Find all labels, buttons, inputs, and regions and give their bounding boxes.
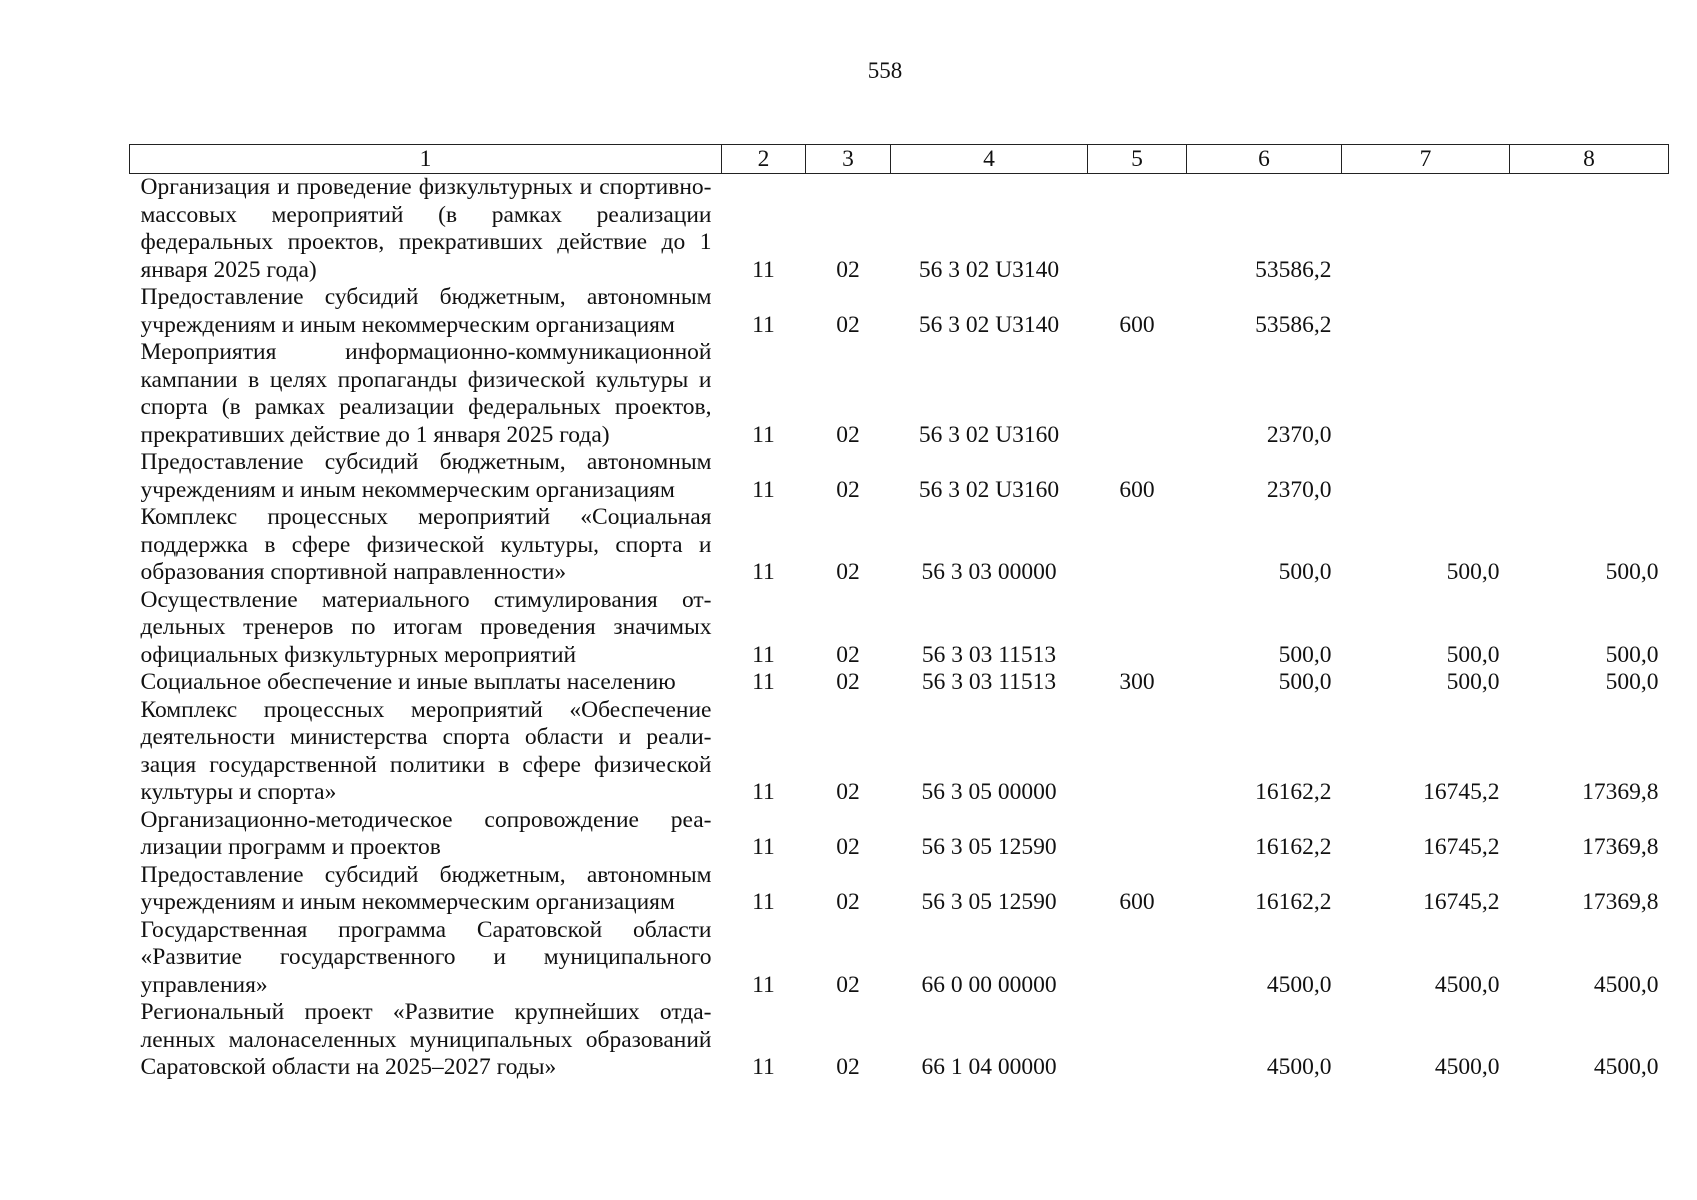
section-code: 11: [752, 256, 775, 283]
amount-col-8: 500,0: [1605, 641, 1659, 668]
section-code: 11: [752, 834, 775, 860]
amount-col-7: 4500,0: [1434, 1054, 1500, 1080]
subsection-code: 02: [836, 834, 860, 860]
expense-type-code: 300: [1119, 669, 1155, 695]
amount-col-8: 17369,8: [1582, 889, 1659, 915]
row-name: Осуществление материального стимулирования отдельных тренеров по итогам проведения значимых официальных физкультурных мероприятий: [140, 586, 712, 668]
amount-col-8: 4500,0: [1593, 971, 1659, 998]
expense-type-code: 600: [1119, 311, 1155, 338]
amount-col-7: 500,0: [1446, 641, 1500, 668]
expense-type-code: [1088, 587, 1187, 670]
expense-type-code: [1088, 339, 1187, 449]
amount-col-8: 17369,8: [1582, 834, 1659, 860]
amount-col-7: [1342, 449, 1510, 504]
subsection-code: 02: [836, 559, 860, 585]
column-header-4: 4: [891, 145, 1088, 174]
amount-col-8: [1510, 284, 1669, 339]
expense-type-code: 600: [1119, 889, 1155, 915]
amount-col-6: 16162,2: [1255, 834, 1332, 860]
table-row: [130, 862, 1669, 917]
amount-col-6: 16162,2: [1255, 889, 1332, 915]
amount-col-8: [1510, 449, 1669, 504]
row-name: Комплекс процессных мероприятий «Социальная поддержка в сфере физической культуры, спорта и образования спортивной направленности»: [140, 504, 712, 585]
amount-col-6: 500,0: [1278, 641, 1332, 668]
row-name: Региональный проект «Развитие крупнейших отдаленных малонаселенных муниципальных образований Саратовской области на 2025–2027 годы»: [140, 999, 712, 1080]
header-row: [130, 145, 1669, 174]
target-article-code: 56 3 05 12590: [921, 889, 1057, 915]
subsection-code: 02: [836, 669, 860, 695]
amount-col-7: [1342, 284, 1510, 339]
row-name: Предоставление субсидий бюджетным, автономным учреждениям и иным некоммерческим организациям: [140, 284, 712, 338]
amount-col-8: [1510, 339, 1669, 449]
amount-col-6: 4500,0: [1266, 971, 1332, 998]
section-code: 11: [752, 421, 775, 448]
amount-col-7: 500,0: [1446, 559, 1500, 585]
section-code: 11: [752, 559, 775, 585]
row-name: Предоставление субсидий бюджетным, автономным учреждениям и иным некоммерческим организациям: [140, 449, 712, 503]
row-name: Организационно-методическое сопровождение реализации программ и проектов: [140, 806, 712, 860]
amount-col-6: 2370,0: [1266, 421, 1332, 448]
table-row: [130, 284, 1669, 339]
amount-col-7: [1342, 339, 1510, 449]
target-article-code: 56 3 02 U3160: [918, 421, 1060, 448]
expense-type-code: [1088, 999, 1187, 1082]
subsection-code: 02: [836, 779, 860, 805]
amount-col-6: 500,0: [1278, 669, 1332, 695]
amount-col-7: 16745,2: [1423, 834, 1500, 860]
amount-col-6: 500,0: [1278, 559, 1332, 585]
section-code: 11: [752, 889, 775, 915]
target-article-code: 56 3 02 U3160: [918, 476, 1060, 503]
amount-col-8: [1510, 174, 1669, 285]
target-article-code: 56 3 05 00000: [921, 779, 1057, 805]
table-header: [130, 145, 1669, 174]
subsection-code: 02: [836, 256, 860, 283]
column-header-7: 7: [1342, 145, 1510, 174]
budget-table: [129, 144, 1669, 1082]
target-article-code: 56 3 03 00000: [921, 559, 1057, 585]
column-header-2: 2: [722, 145, 806, 174]
expense-type-code: 600: [1119, 476, 1155, 503]
section-code: 11: [752, 669, 775, 695]
amount-col-8: 17369,8: [1582, 779, 1659, 805]
target-article-code: 56 3 02 U3140: [918, 256, 1060, 283]
table-row: [130, 449, 1669, 504]
target-article-code: 66 0 00 00000: [921, 971, 1057, 998]
amount-col-8: 4500,0: [1593, 1054, 1659, 1080]
table-row: [130, 504, 1669, 587]
section-code: 11: [752, 971, 775, 998]
page-number: 558: [867, 58, 903, 83]
section-code: 11: [752, 476, 775, 503]
table-row: [130, 917, 1669, 1000]
column-header-8: 8: [1510, 145, 1669, 174]
amount-col-6: 53586,2: [1255, 256, 1332, 283]
column-header-1: 1: [130, 145, 722, 174]
subsection-code: 02: [836, 421, 860, 448]
amount-col-7: 16745,2: [1423, 889, 1500, 915]
expense-type-code: [1088, 807, 1187, 862]
amount-col-6: 4500,0: [1266, 1054, 1332, 1080]
table-row: [130, 697, 1669, 807]
target-article-code: 56 3 03 11513: [921, 641, 1057, 668]
section-code: 11: [752, 311, 775, 338]
subsection-code: 02: [836, 476, 860, 503]
table-row: [130, 339, 1669, 449]
amount-col-6: 16162,2: [1255, 779, 1332, 805]
column-header-3: 3: [806, 145, 891, 174]
amount-col-6: 53586,2: [1255, 311, 1332, 338]
row-name: Государственная программа Саратовской области «Развитие государственного и муниципального управления»: [140, 916, 712, 998]
table-row: [130, 669, 1669, 697]
row-name: Социальное обеспечение и иные выплаты населению: [140, 669, 676, 695]
amount-col-7: 16745,2: [1423, 779, 1500, 805]
row-name: Организация и проведение физкультурных и спортивно-массовых мероприятий (в рамках реализации федеральных проектов, прекративших действие до 1 января 2025 года): [140, 174, 712, 283]
subsection-code: 02: [836, 889, 860, 915]
target-article-code: 56 3 02 U3140: [918, 311, 1060, 338]
target-article-code: 56 3 05 12590: [921, 834, 1057, 860]
table-row: [130, 587, 1669, 670]
subsection-code: 02: [836, 1054, 860, 1080]
table-row: [130, 174, 1669, 285]
expense-type-code: [1088, 174, 1187, 285]
table-body: [130, 174, 1669, 1082]
amount-col-7: 500,0: [1446, 669, 1500, 695]
row-name: Комплекс процессных мероприятий «Обеспечение деятельности министерства спорта области и реализация государственной политики в сфере физической культуры и спорта»: [140, 696, 712, 805]
expense-type-code: [1088, 697, 1187, 807]
target-article-code: 56 3 03 11513: [921, 669, 1057, 695]
row-name: Предоставление субсидий бюджетным, автономным учреждениям и иным некоммерческим организациям: [140, 861, 712, 915]
row-name: Мероприятия информационно-коммуникационной кампании в целях пропаганды физической культуры и спорта (в рамках реализации федеральных проектов, прекративших действие до 1 января 2025 года): [140, 339, 712, 448]
section-code: 11: [752, 1054, 775, 1080]
amount-col-8: 500,0: [1605, 669, 1659, 695]
subsection-code: 02: [836, 971, 860, 998]
subsection-code: 02: [836, 641, 860, 668]
amount-col-7: 4500,0: [1434, 971, 1500, 998]
target-article-code: 66 1 04 00000: [921, 1054, 1057, 1080]
section-code: 11: [752, 779, 775, 805]
column-header-6: 6: [1187, 145, 1342, 174]
amount-col-6: 2370,0: [1266, 476, 1332, 503]
table-row: [130, 807, 1669, 862]
table-row: [130, 999, 1669, 1082]
column-header-5: 5: [1088, 145, 1187, 174]
expense-type-code: [1088, 917, 1187, 1000]
amount-col-7: [1342, 174, 1510, 285]
section-code: 11: [752, 641, 775, 668]
amount-col-8: 500,0: [1605, 559, 1659, 585]
subsection-code: 02: [836, 311, 860, 338]
expense-type-code: [1088, 504, 1187, 587]
